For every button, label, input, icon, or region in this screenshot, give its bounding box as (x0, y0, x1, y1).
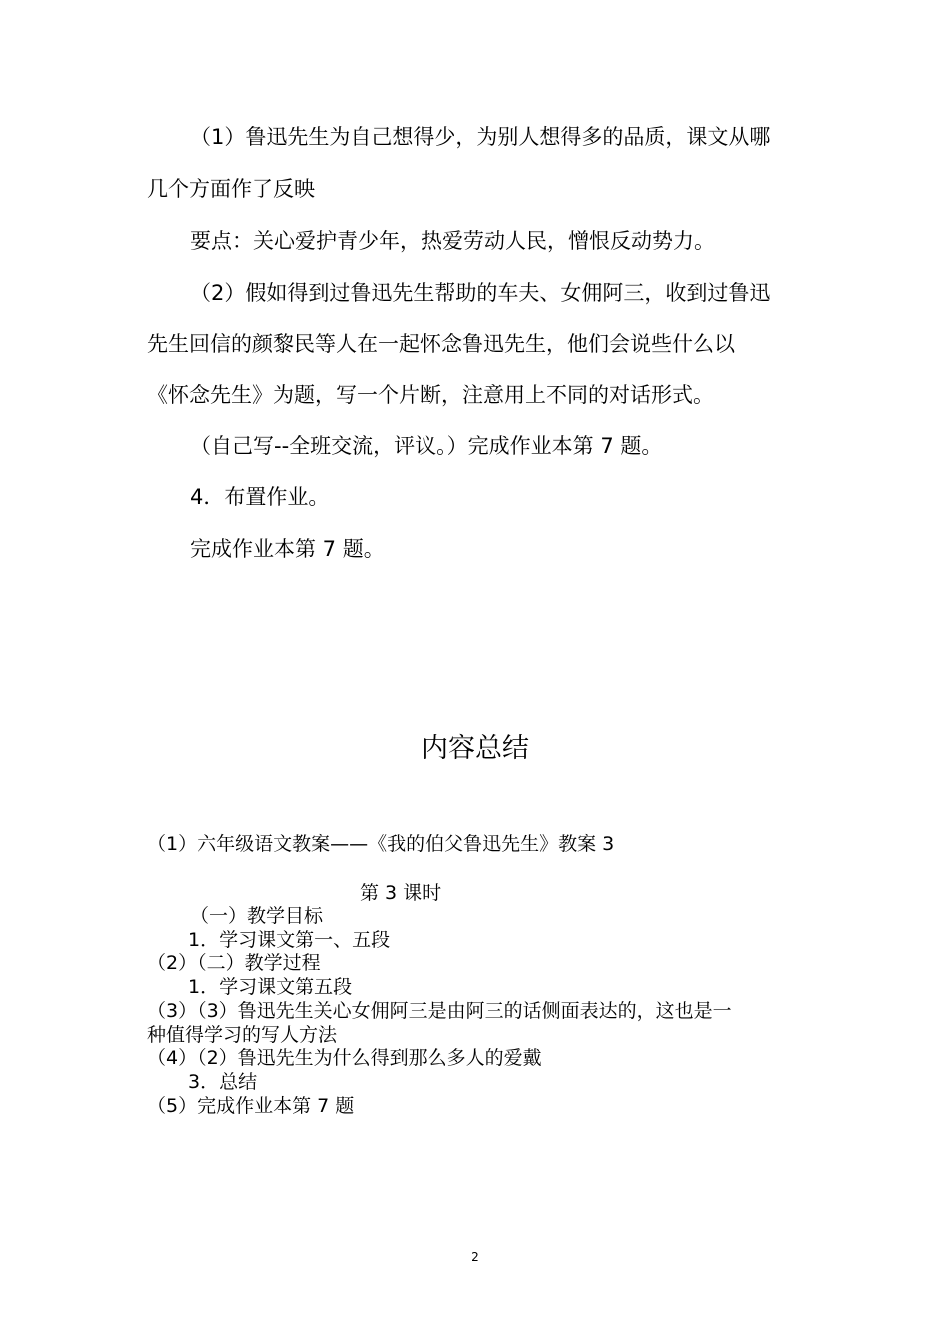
summary-title: 内容总结 (421, 733, 529, 764)
body-line-9: 完成作业本第 7 题。 (190, 537, 385, 561)
summary-line-9: （4）（2）鲁迅先生为什么得到那么多人的爱戴 (147, 1047, 542, 1069)
body-line-1: （1）鲁迅先生为自己想得少，为别人想得多的品质，课文从哪 (190, 125, 771, 149)
summary-line-1: （1）六年级语文教案——《我的伯父鲁迅先生》教案 3 (147, 833, 615, 855)
summary-line-5: （2）（二）教学过程 (147, 952, 321, 974)
summary-line-7: （3）（3）鲁迅先生关心女佣阿三是由阿三的话侧面表达的，这也是一 (147, 1000, 732, 1022)
summary-line-3: （一）教学目标 (190, 905, 324, 927)
body-line-4: （2）假如得到过鲁迅先生帮助的车夫、女佣阿三，收到过鲁迅 (190, 281, 771, 305)
summary-line-10: 3．总结 (188, 1071, 258, 1093)
summary-line-11: （5）完成作业本第 7 题 (147, 1095, 355, 1117)
body-line-7: （自己写--全班交流，评议。）完成作业本第 7 题。 (190, 434, 663, 458)
page-number: 2 (471, 1250, 479, 1264)
body-line-5: 先生回信的颜黎民等人在一起怀念鲁迅先生，他们会说些什么以 (147, 332, 735, 356)
summary-line-6: 1．学习课文第五段 (188, 976, 353, 998)
summary-line-2: 第 3 课时 (360, 882, 442, 904)
body-line-3: 要点：关心爱护青少年，热爱劳动人民，憎恨反动势力。 (190, 229, 715, 253)
summary-line-4: 1．学习课文第一、五段 (188, 929, 391, 951)
body-line-8: 4．布置作业。 (190, 485, 330, 509)
summary-line-8: 种值得学习的写人方法 (147, 1024, 338, 1046)
body-line-2: 几个方面作了反映 (147, 177, 315, 201)
body-line-6: 《怀念先生》为题，写一个片断，注意用上不同的对话形式。 (147, 383, 714, 407)
